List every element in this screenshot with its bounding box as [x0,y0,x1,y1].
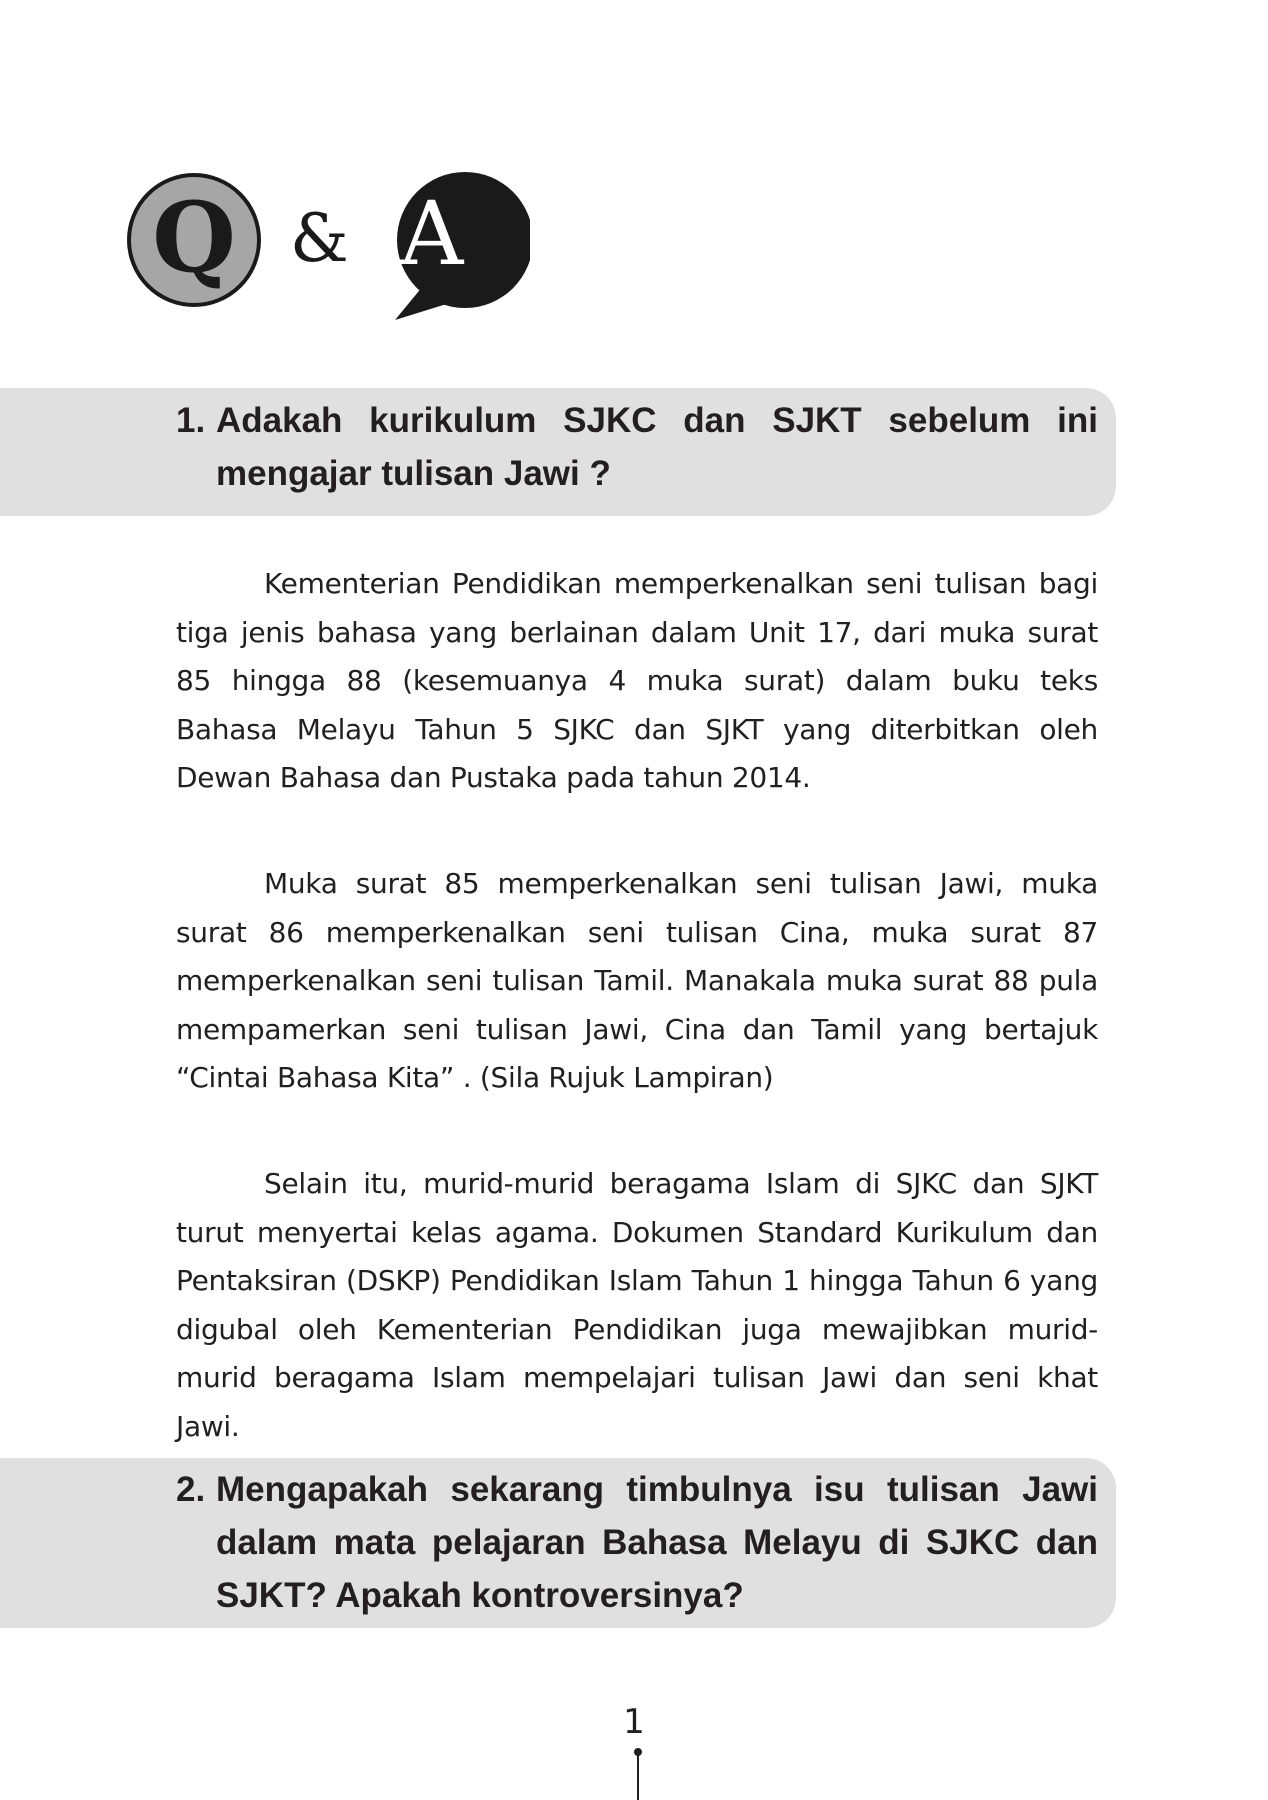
q-circle-icon [127,173,261,307]
ampersand: & [290,200,349,277]
question-2-heading [176,1463,1098,1622]
answer-paragraph-2: Muka surat 85 memperkenalkan seni tulisan Jawi, muka surat 86 memperkenalkan seni tulisan Cina, muka surat 87 memperkenalkan seni tulisan Tamil. Manakala muka surat 88 pula mempamerkan seni tulisan Jawi, Cina dan Tamil yang bertajuk “Cintai Bahasa Kita” . (Sila Rujuk Lampiran) [176,867,1098,1094]
page-number: 1 [623,1702,645,1742]
question-number: 1. [176,401,206,440]
q-letter: Q [152,181,236,294]
question-text: Adakah kurikulum SJKC dan SJKT sebelum ini mengajar tulisan Jawi ? [216,401,1098,493]
a-letter: A [399,182,464,285]
question-1-heading [176,394,1098,500]
page-marker-line [637,1750,639,1800]
answer-paragraph-3: Selain itu, murid-murid beragama Islam di SJKC dan SJKT turut menyertai kelas agama. Dokumen Standard Kurikulum dan Pentaksiran (DSKP) Pendidikan Islam Tahun 1 hingga Tahun 6 yang digubal oleh Kementerian Pendidikan juga mewajibkan murid-murid beragama Islam mempelajari tulisan Jawi dan seni khat Jawi. [176,1167,1098,1443]
question-number: 2. [176,1470,206,1509]
question-text: Mengapakah sekarang timbulnya isu tulisan Jawi dalam mata pelajaran Bahasa Melayu di SJKC dan SJKT? Apakah kontroversinya? [216,1470,1098,1615]
answer-paragraph-1: Kementerian Pendidikan memperkenalkan seni tulisan bagi tiga jenis bahasa yang berlainan dalam Unit 17, dari muka surat 85 hingga 88 (kesemuanya 4 muka surat) dalam buku teks Bahasa Melayu Tahun 5 SJKC dan SJKT yang diterbitkan oleh Dewan Bahasa dan Pustaka pada tahun 2014. [176,567,1098,794]
qa-logo [125,168,525,323]
